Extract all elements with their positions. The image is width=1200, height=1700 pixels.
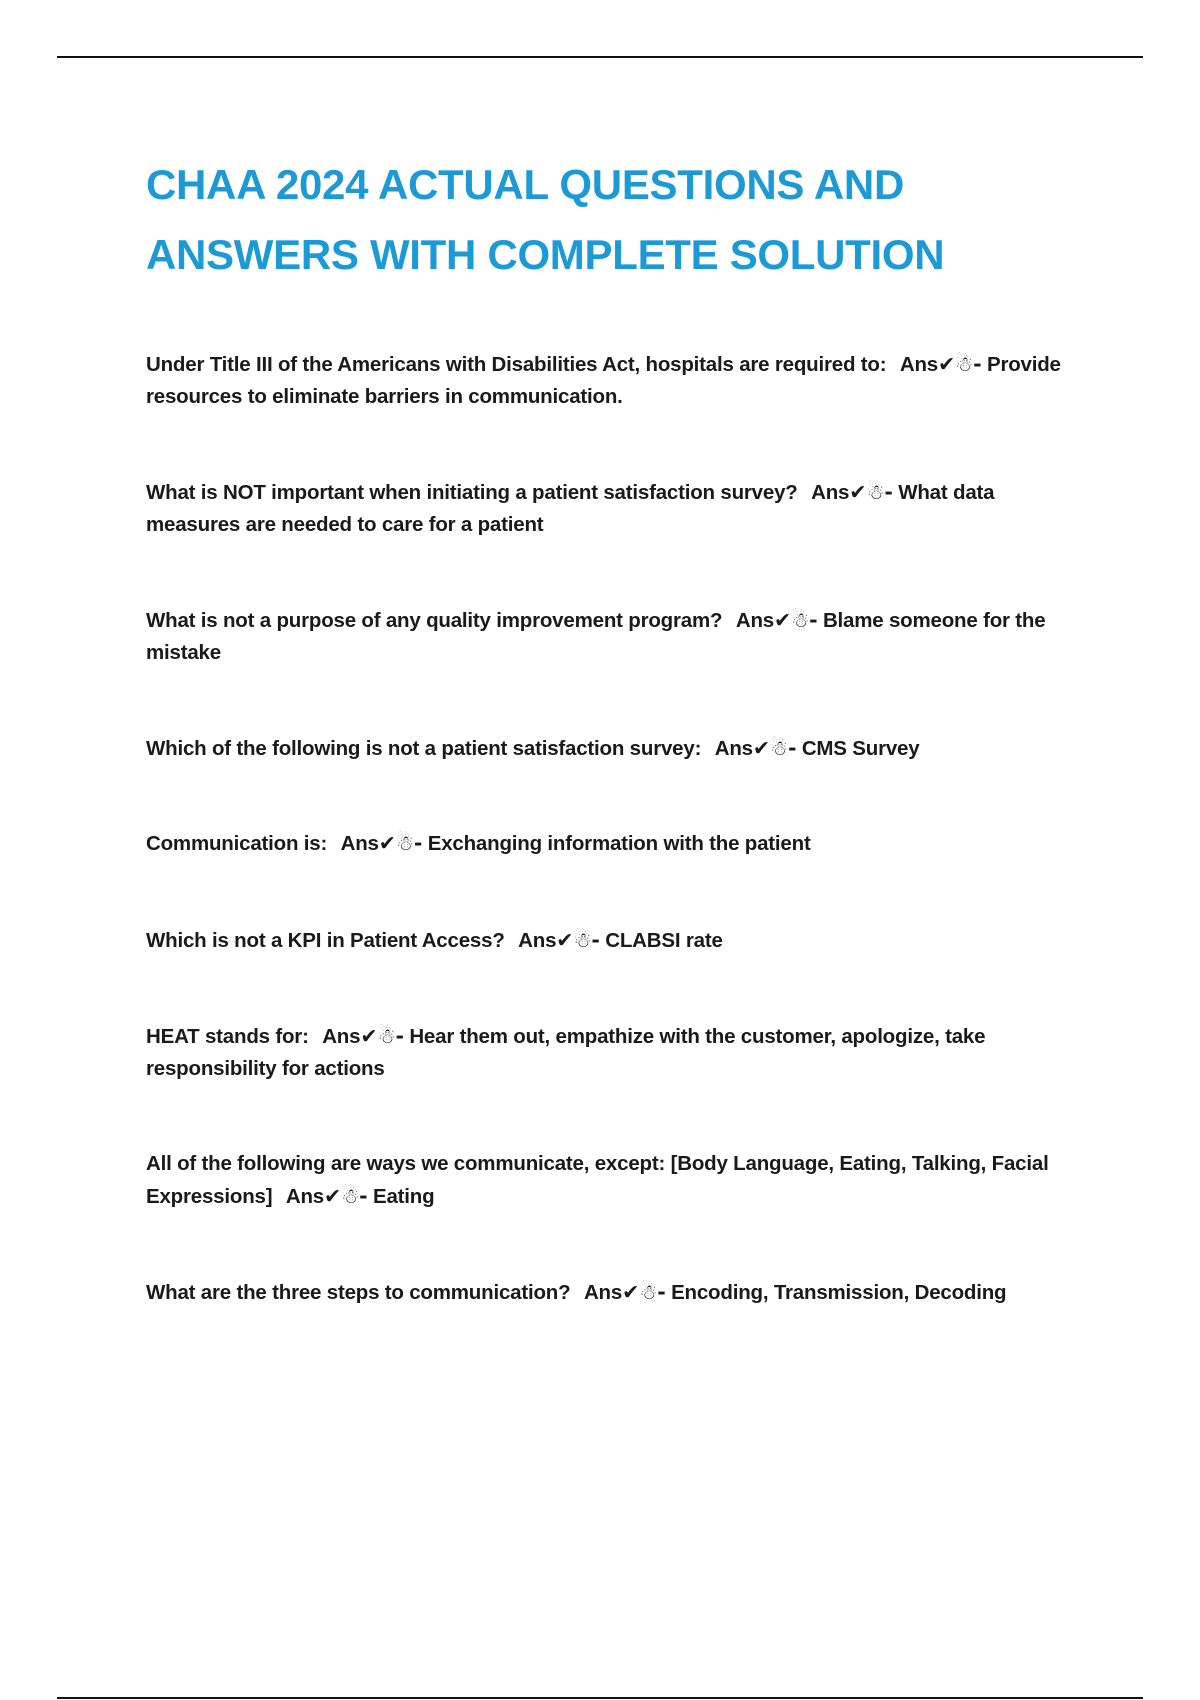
question-text: What is NOT important when initiating a patient satisfaction survey? [146, 481, 798, 504]
check-mark-icon: ✔☃- [938, 352, 982, 376]
bottom-rule [57, 1697, 1143, 1699]
qa-item [146, 476, 1086, 541]
question-text: All of the following are ways we communicate, except: [Body Language, Eating, Talking, Facial Expressions] [146, 1152, 1049, 1208]
answer-label: Ans [518, 929, 557, 952]
check-mark-icon: ✔☃- [378, 831, 423, 855]
question-text: What are the three steps to communication? [146, 1281, 571, 1304]
document-title: CHAA 2024 ACTUAL QUESTIONS AND ANSWERS WITH COMPLETE SOLUTION [146, 161, 945, 278]
answer-text: Blame someone for the mistake [146, 609, 1046, 664]
question-text: HEAT stands for: [146, 1025, 309, 1048]
qa-item [146, 1276, 1086, 1309]
qa-item [146, 1020, 1086, 1085]
answer-label: Ans [340, 832, 379, 855]
question-text: What is not a purpose of any quality improvement program? [146, 609, 723, 632]
qa-item [146, 348, 1086, 413]
document-body [146, 150, 1086, 1304]
answer-label: Ans [811, 481, 850, 504]
check-mark-icon: ✔☃- [360, 1024, 404, 1048]
top-rule [57, 56, 1143, 58]
answer-text: Encoding, Transmission, Decoding [671, 1281, 1007, 1304]
answer-text: Hear them out, empathize with the customer, apologize, take responsibility for actions [146, 1025, 986, 1080]
question-text: Communication is: [146, 832, 328, 855]
qa-item [146, 924, 1086, 957]
qa-item [146, 732, 1086, 765]
answer-text: Exchanging information with the patient [427, 832, 811, 855]
question-text: Which of the following is not a patient satisfaction survey: [146, 737, 702, 760]
question-text: Which is not a KPI in Patient Access? [146, 929, 505, 952]
answer-label: Ans [322, 1025, 361, 1048]
answer-label: Ans [583, 1281, 623, 1304]
answer-label: Ans [735, 609, 774, 632]
answer-text: Provide resources to eliminate barriers in communication. [146, 353, 1061, 408]
answer-text: Eating [372, 1185, 435, 1208]
answer-text: CLABSI rate [605, 929, 723, 952]
check-mark-icon: ✔☃- [324, 1184, 368, 1208]
qa-item [146, 1148, 1086, 1213]
answer-label: Ans [714, 737, 753, 760]
check-mark-icon: ✔☃- [849, 480, 893, 504]
answer-label: Ans [899, 353, 938, 376]
qa-item [146, 604, 1086, 669]
answer-text: What data measures are needed to care for a patient [146, 481, 995, 536]
check-mark-icon: ✔☃- [622, 1280, 666, 1304]
question-text: Under Title III of the Americans with Disabilities Act, hospitals are required to: [146, 353, 887, 376]
check-mark-icon: ✔☃- [752, 736, 797, 760]
answer-text: CMS Survey [801, 737, 920, 760]
qa-item [146, 827, 1086, 860]
check-mark-icon: ✔☃- [556, 928, 600, 952]
answer-label: Ans [285, 1185, 324, 1208]
check-mark-icon: ✔☃- [773, 608, 818, 632]
